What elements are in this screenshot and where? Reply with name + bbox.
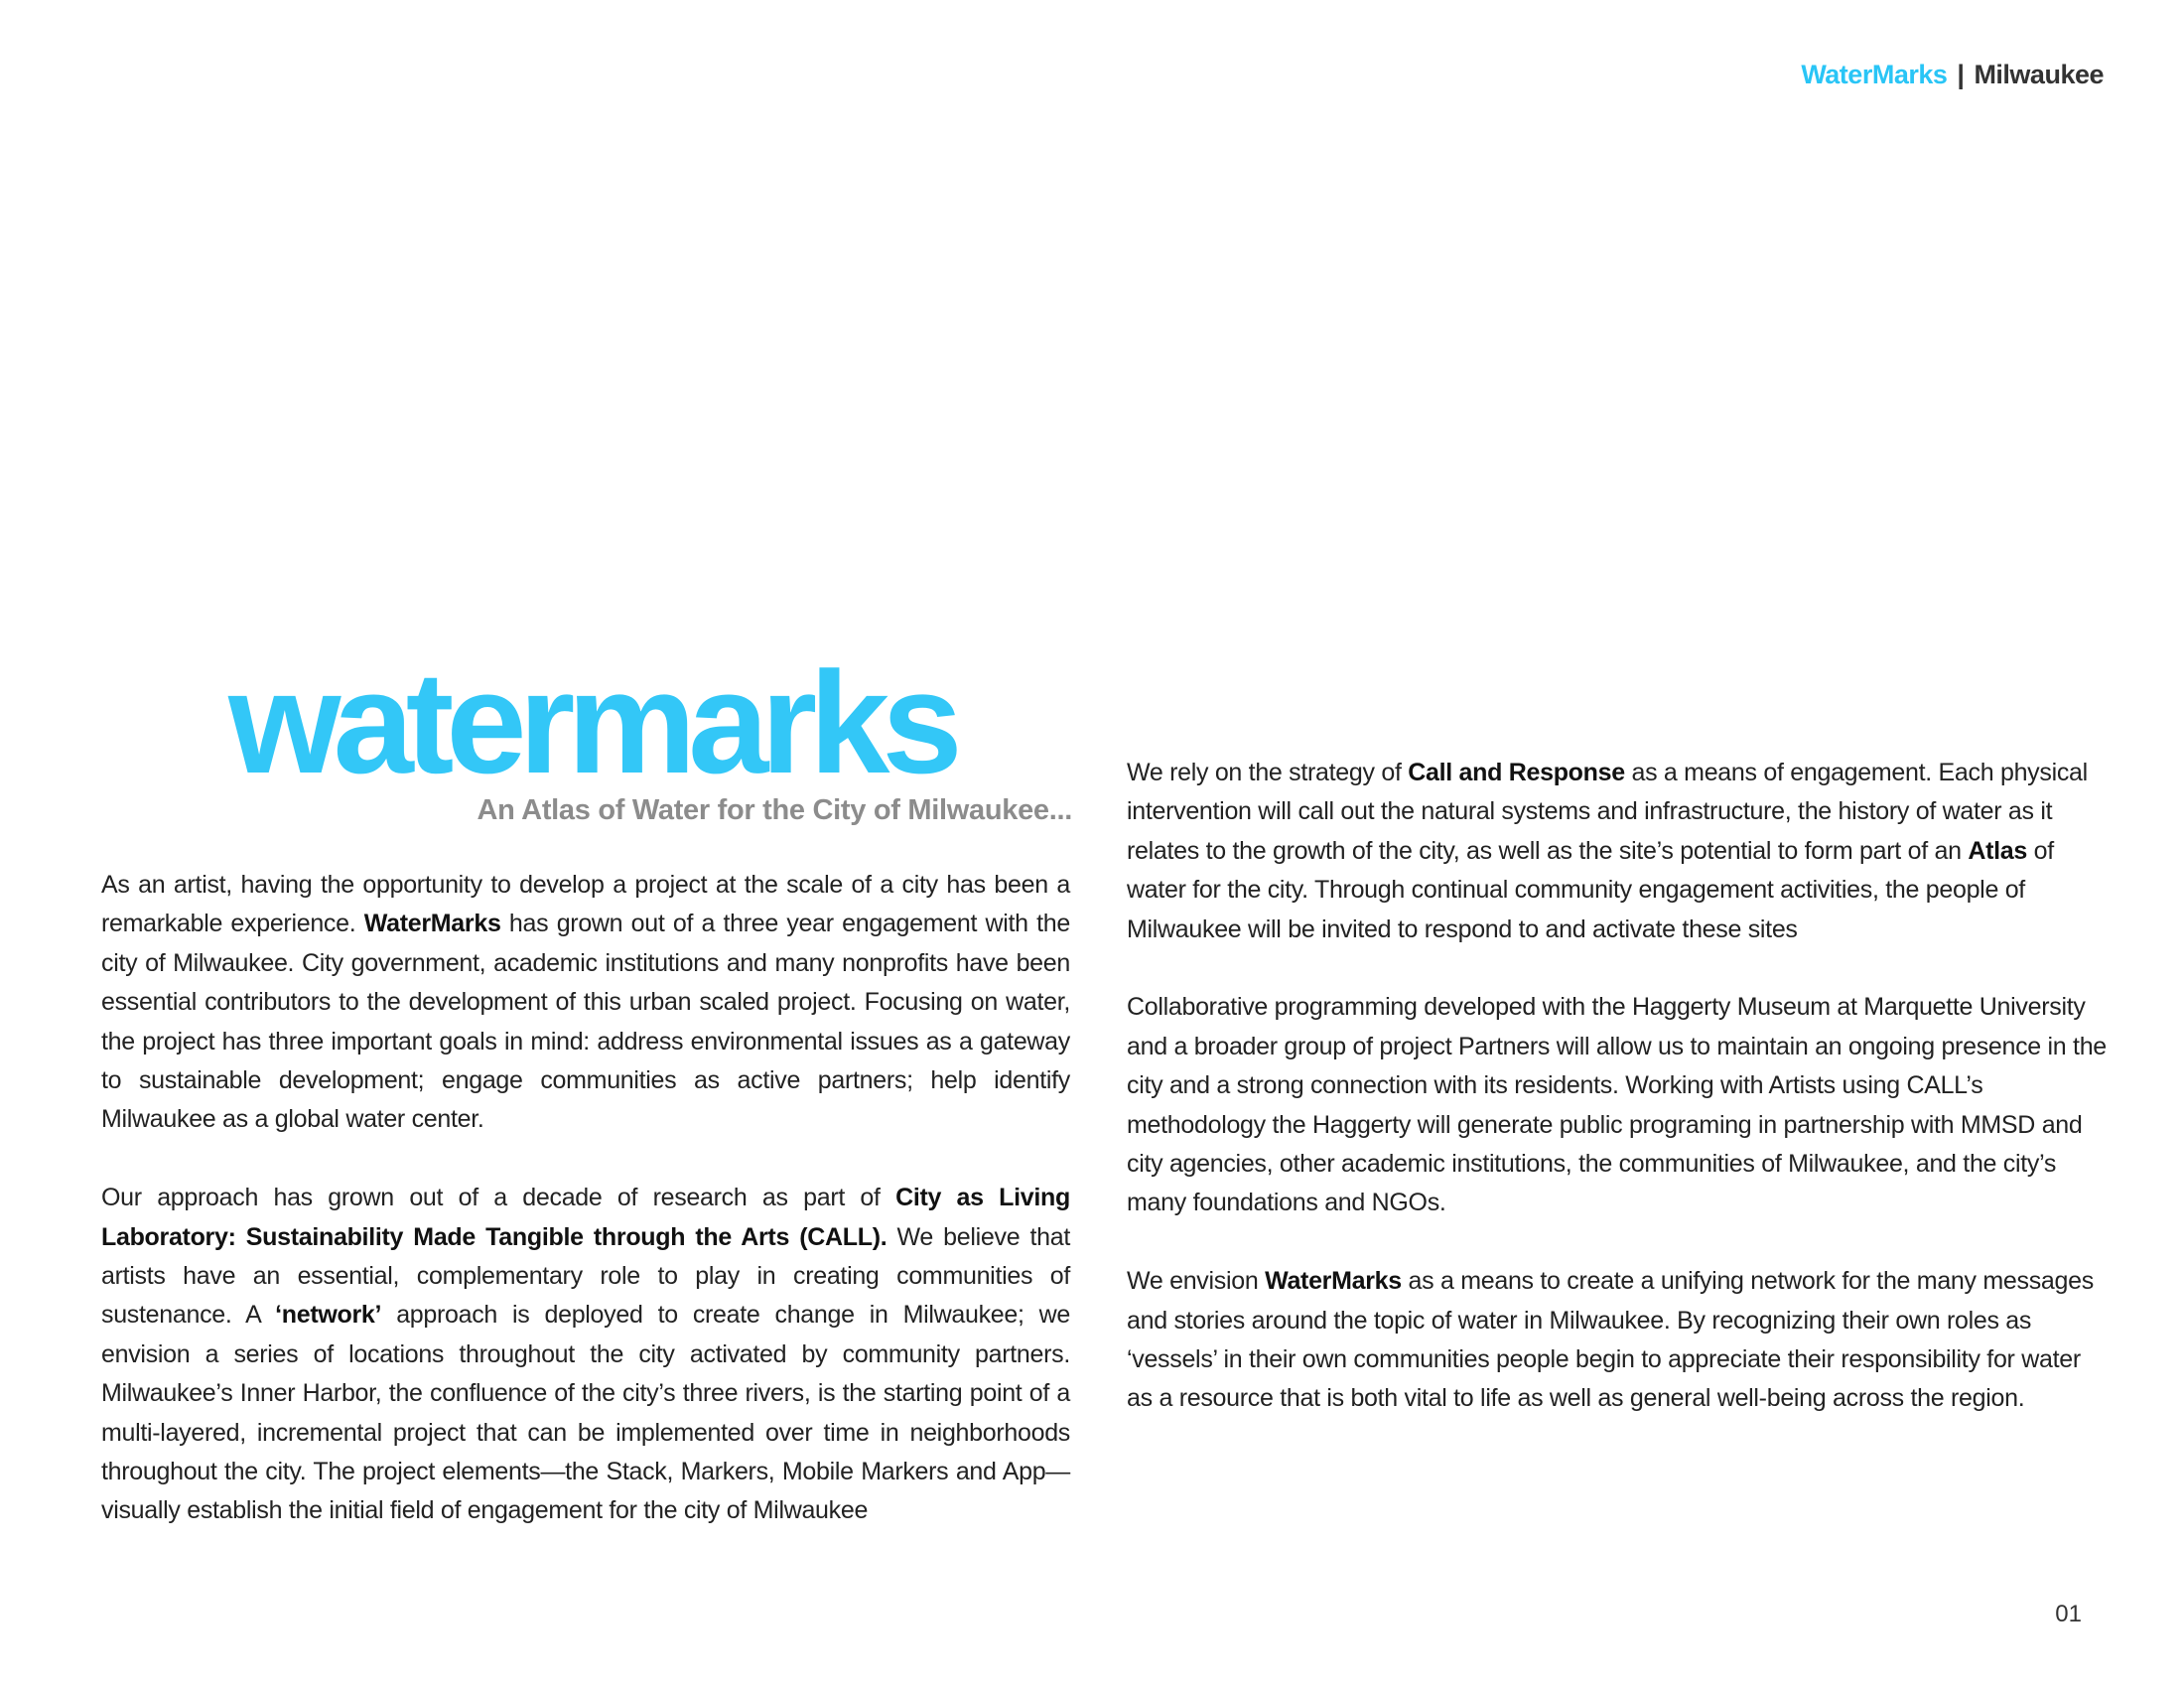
bold-run: WaterMarks [363, 910, 501, 938]
bold-run: City as Living Laboratory: Sustainability Made Tangible through the Arts (CALL). [101, 1184, 1070, 1251]
bold-run: Call and Response [1408, 759, 1625, 786]
text-run: as a means of engagement. Each physical intervention will call out the natural systems and infrastructure, the history of water as it relates to the growth of the city, as well as the site’s potential to form part of an [1127, 759, 2088, 865]
right-paragraph-1 [1127, 754, 2110, 949]
text-run: We rely on the strategy of [1127, 759, 1409, 786]
watermarks-logo: watermarks [228, 641, 955, 803]
running-header [1801, 60, 2104, 90]
header-brand: WaterMarks [1801, 60, 1948, 89]
left-column [101, 866, 1070, 1570]
text-run: of water for the city. Through continual community engagement activities, the people of Milwaukee will be invited to respond to and activate these sites [1127, 836, 2054, 943]
text-run: Our approach has grown out of a decade of research as part of [101, 1184, 896, 1212]
bold-run: WaterMarks [1265, 1267, 1402, 1296]
logo-subtitle: An Atlas of Water for the City of Milwaukee... [477, 794, 1072, 826]
bold-run: Atlas [1968, 836, 2027, 865]
text-run: Collaborative programming developed with the Haggerty Museum at Marquette University and a broader group of project Partners will allow us to maintain an ongoing presence in the city and a strong connection with its residents. Working with Artists using CALL’s methodology the Haggerty will generate public programing in partnership with MMSD and city agencies, other academic institutions, the communities of Milwaukee, and the city’s many foundations and NGOs. [1127, 993, 2107, 1217]
text-run: We believe that artists have an essential, complementary role to play in creating communities of sustenance. A [101, 1222, 1070, 1330]
left-paragraph-2 [101, 1179, 1070, 1531]
right-column [1127, 754, 2110, 1458]
page-number: 01 [2055, 1601, 2082, 1627]
right-paragraph-3 [1127, 1262, 2110, 1419]
text-run: as a means to create a unifying network for the many messages and stories around the topic of water in Milwaukee. By recognizing their own roles as ‘vessels’ in their own communities people begin to appreciate their responsibility for water as a resource that is both vital to life as well as general well-being across the region. [1127, 1267, 2094, 1413]
left-paragraph-1 [101, 866, 1070, 1140]
bold-run: ‘network’ [275, 1301, 382, 1330]
text-run: We envision [1127, 1267, 1266, 1296]
text-run: approach is deployed to create change in Milwaukee; we envision a series of locations throughout the city activated by community partners. Milwaukee’s Inner Harbor, the confluence of the city’s three rivers, is the starting point of a multi-layered, incremental project that can be implemented over time in neighborhoods throughout the city. The project elements—the Stack, Markers, Mobile Markers and App—visually establish the initial field of engagement for the city of Milwaukee [101, 1301, 1070, 1525]
right-paragraph-2 [1127, 988, 2110, 1222]
header-city: Milwaukee [1974, 60, 2104, 89]
text-run: has grown out of a three year engagement with the city of Milwaukee. City government, academic institutions and many nonprofits have been essential contributors to the development of this urban scaled project. Focusing on water, the project has three important goals in mind: address environmental issues as a gateway to sustainable development; engage communities as active partners; help identify Milwaukee as a global water center. [101, 910, 1070, 1134]
header-separator: | [1957, 60, 1965, 89]
text-run: As an artist, having the opportunity to develop a project at the scale of a city has been a remarkable experience. [101, 871, 1070, 938]
